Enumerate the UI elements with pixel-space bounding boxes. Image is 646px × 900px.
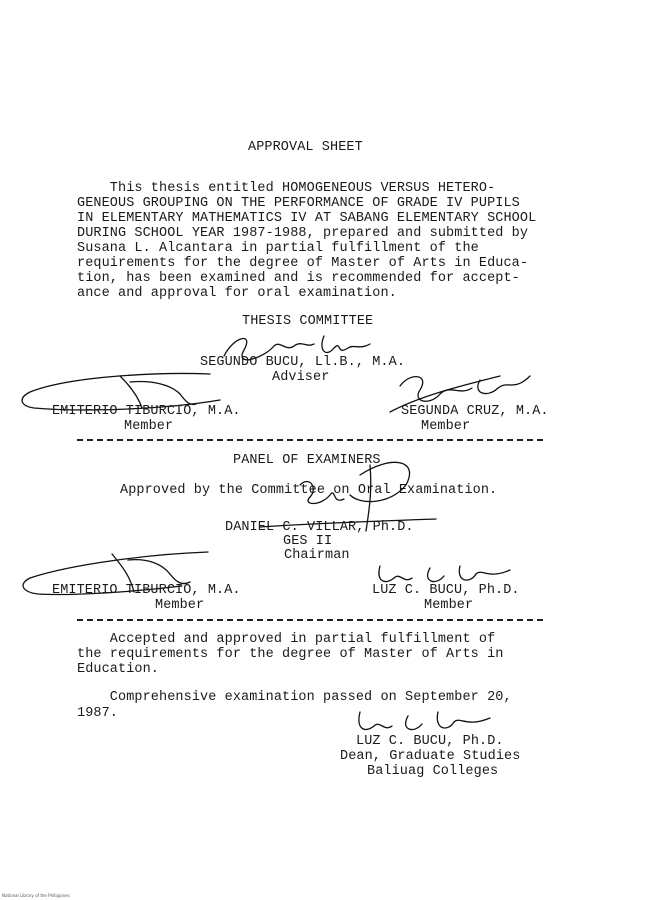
acceptance-line: Education. xyxy=(77,662,160,677)
page-title: APPROVAL SHEET xyxy=(248,140,363,155)
acceptance-line: the requirements for the degree of Master of Arts in xyxy=(77,647,504,662)
intro-line: IN ELEMENTARY MATHEMATICS IV AT SABANG ELEMENTARY SCHOOL xyxy=(77,211,537,226)
panel-heading: PANEL OF EXAMINERS xyxy=(233,453,381,468)
dean-name: LUZ C. BUCU, Ph.D. xyxy=(356,734,504,749)
dashed-divider xyxy=(77,439,543,441)
committee-heading: THESIS COMMITTEE xyxy=(242,314,374,329)
panel-member1-role: Member xyxy=(155,598,205,613)
adviser-role: Adviser xyxy=(272,370,330,385)
intro-line: tion, has been examined and is recommended for accept- xyxy=(77,271,520,286)
intro-line: This thesis entitled HOMOGENEOUS VERSUS HETERO- xyxy=(77,181,496,196)
intro-line: GENEOUS GROUPING ON THE PERFORMANCE OF GRADE IV PUPILS xyxy=(77,196,520,211)
chairman-role: Chairman xyxy=(284,548,350,563)
committee-member2-role: Member xyxy=(421,419,471,434)
committee-member1-role: Member xyxy=(124,419,174,434)
committee-member1-name: EMITERIO TIBURCIO, M.A. xyxy=(52,404,241,419)
intro-line: ance and approval for oral examination. xyxy=(77,286,397,301)
dashed-divider xyxy=(77,619,543,621)
panel-member2-role: Member xyxy=(424,598,474,613)
panel-member2-name: LUZ C. BUCU, Ph.D. xyxy=(372,583,520,598)
dean-college: Baliuag Colleges xyxy=(367,764,499,779)
panel-approved-text: Approved by the Committee on Oral Examination. xyxy=(120,483,498,498)
chairman-name: DANIEL C. VILLAR, Ph.D. xyxy=(225,520,414,535)
committee-member2-name: SEGUNDA CRUZ, M.A. xyxy=(401,404,549,419)
panel-member1-name: EMITERIO TIBURCIO, M.A. xyxy=(52,583,241,598)
comprehensive-line: 1987. xyxy=(77,706,119,721)
adviser-name: SEGUNDO BUCU, Ll.B., M.A. xyxy=(200,355,406,370)
intro-line: requirements for the degree of Master of Arts in Educa- xyxy=(77,256,529,271)
acceptance-line: Accepted and approved in partial fulfillment of xyxy=(77,632,496,647)
dean-title: Dean, Graduate Studies xyxy=(340,749,521,764)
chairman-name-2: GES II xyxy=(283,534,333,549)
comprehensive-line: Comprehensive examination passed on September 20, xyxy=(77,690,512,705)
footer-watermark: National Library of the Philippines xyxy=(2,893,70,898)
intro-line: DURING SCHOOL YEAR 1987-1988, prepared and submitted by xyxy=(77,226,529,241)
intro-line: Susana L. Alcantara in partial fulfillment of the xyxy=(77,241,479,256)
